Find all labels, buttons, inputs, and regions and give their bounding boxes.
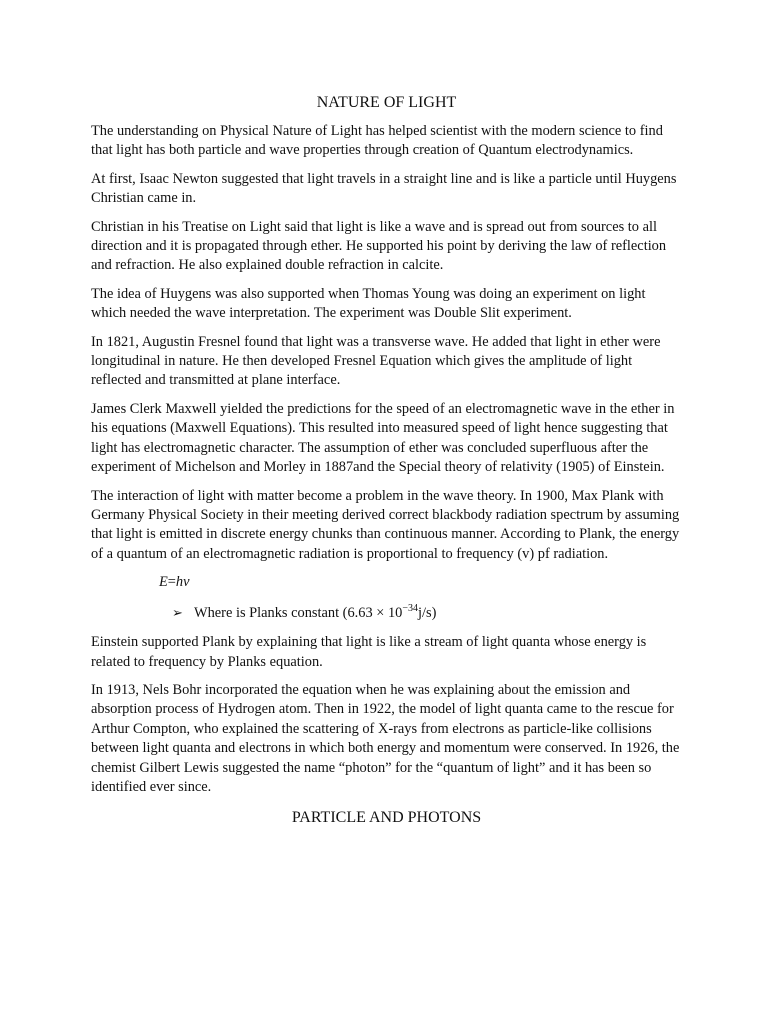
- bullet-text-after: j/s): [418, 605, 437, 622]
- bullet-exponent: −34: [402, 603, 418, 615]
- equation-lhs: E: [159, 574, 168, 591]
- bullet-text: [194, 604, 436, 623]
- paragraph-newton: At first, Isaac Newton suggested that light travels in a straight line and is like a particle until Huygens Christian came in.: [91, 170, 677, 207]
- paragraph-einstein: Einstein supported Plank by explaining that light is like a stream of light quanta whose energy is related to frequency by Planks equation.: [91, 634, 647, 670]
- paragraph-maxwell: James Clerk Maxwell yielded the predictions for the speed of an electromagnetic wave in the ether in his equations (Maxwell Equations). This resulted into measured speed of light hence suggesting that light has electromagnetic character. The assumption of ether was concluded superfluous after the experiment of Michelson and Morley in 1887and the Special theory of relativity (1905) of Einstein.: [91, 400, 675, 476]
- bullet-item: [172, 603, 682, 623]
- arrow-bullet-icon: ➢: [172, 605, 183, 621]
- paragraph-intro: The understanding on Physical Nature of Light has helped scientist with the modern science to find that light has both particle and wave properties through creation of Quantum electrodynamics.: [91, 123, 663, 159]
- paragraph-fresnel: In 1821, Augustin Fresnel found that light was a transverse wave. He added that light in ether were longitudinal in nature. He then developed Fresnel Equation which gives the amplitude of light reflected and transmitted at plane interface.: [91, 333, 661, 389]
- paragraph-plank: The interaction of light with matter become a problem in the wave theory. In 1900, Max Plank with Germany Physical Society in their meeting derived correct blackbody radiation spectrum by assuming that light is emitted in discrete energy chunks than continuous manner. According to Plank, the energy of a quantum of an electromagnetic radiation is proportional to frequency (v) pf radiation.: [91, 487, 680, 562]
- section-heading: PARTICLE AND PHOTONS: [291, 809, 482, 827]
- page-title: NATURE OF LIGHT: [316, 94, 457, 111]
- equation-rhs: hv: [175, 574, 190, 591]
- equation-operator: =: [167, 574, 176, 591]
- bullet-text-before: Where is Planks constant (6.63 × 10: [194, 605, 403, 622]
- planck-equation: [159, 573, 682, 592]
- paragraph-young: The idea of Huygens was also supported when Thomas Young was doing an experiment on light which needed the wave interpretation. The experiment was Double Slit experiment.: [91, 285, 646, 322]
- paragraph-huygens: Christian in his Treatise on Light said that light is like a wave and is spread out from sources to all direction and it is propagated through ether. He supported his point by deriving the law of reflection and refraction. He also explained double refraction in calcite.: [91, 218, 667, 274]
- paragraph-bohr: In 1913, Nels Bohr incorporated the equation when he was explaining about the emission and absorption process of Hydrogen atom. Then in 1922, the model of light quanta came to the rescue for Arthur Compton, who explained the scattering of X-rays from electrons as particle-like collisions between light quanta and electrons in which both energy and momentum were conserved. In 1926, the chemist Gilbert Lewis suggested the name “photon” for the “quantum of light” and it has been so identified ever since.: [91, 681, 680, 795]
